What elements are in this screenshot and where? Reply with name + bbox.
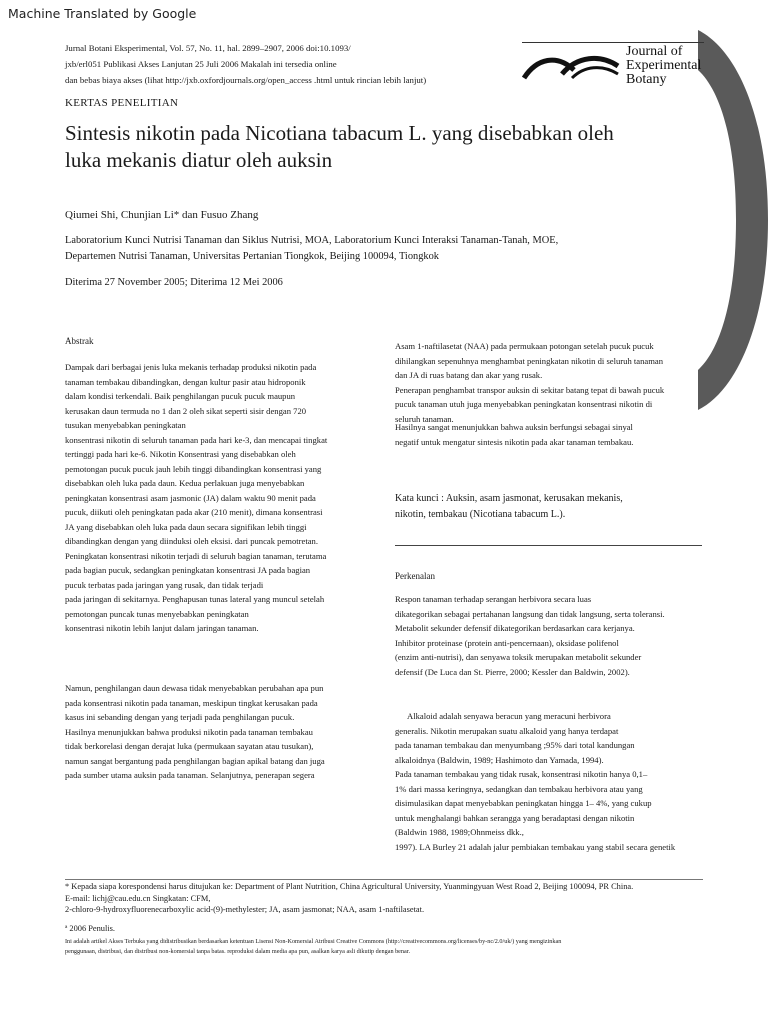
intro-line: defensif (De Luca dan St. Pierre, 2000; Kessler dan Baldwin, 2002). [395, 666, 630, 677]
abstract-right-line: Asam 1-naftilasetat (NAA) pada permukaan potongan setelah pucuk pucuk [395, 341, 654, 351]
affiliation-line-1: Laboratorium Kunci Nutrisi Tanaman dan Siklus Nutrisi, MOA, Laboratorium Kunci Interaksi Tanaman-Tanah, MOE, [65, 235, 559, 246]
intro-continued-line: Pada tanaman tembakau yang tidak rusak, konsentrasi nikotin hanya 0,1– [395, 769, 648, 779]
footnotes [65, 881, 705, 916]
intro-continued-line: alkaloidnya (Baldwin, 1989; Hashimoto dan Yamada, 1994). [395, 754, 604, 765]
license [65, 937, 715, 956]
abstract-right-line: dan JA di ruas batang dan akar yang rusak. [395, 370, 543, 380]
copyright: ª 2006 Penulis. [65, 924, 116, 933]
abstract-conclusion [395, 420, 720, 449]
intro-continued-line: 1% dari massa keringnya, sedangkan dan tembakau herbivora atau yang [395, 783, 643, 794]
abstract-line: tusukan menyebabkan peningkatan [65, 420, 186, 430]
abstract-heading: Abstrak [65, 336, 94, 346]
footnote-email: E-mail: lichj@cau.edu.cn Singkatan: CFM, [65, 893, 211, 903]
intro-body [395, 592, 720, 679]
section-divider [395, 545, 702, 546]
footnote-abbreviations: 2-chloro-9-hydroxyfluorenecarboxylic acid-(9)-methylester; JA, asam jasmonat; NAA, asam 1-naftilasetat. [65, 905, 425, 914]
intro-continued-line: pada tanaman tembakau dan menyumbang ;95% dari total kandungan [395, 740, 635, 750]
intro-continued-line: 1997). LA Burley 21 adalah jalur pembiakan tembakau yang stabil secara genetik [395, 841, 676, 852]
affiliation [65, 233, 558, 265]
journal-logo-line-1: Journal of [626, 44, 683, 59]
citation-line-1: Jurnal Botani Eksperimental, Vol. 57, No. 11, hal. 2899–2907, 2006 doi:10.1093/ [65, 43, 351, 53]
abstract-line: Peningkatan konsentrasi nikotin terjadi di seluruh bagian tanaman, terutama [65, 550, 327, 561]
abstract-line: pada bagian pucuk, sedangkan peningkatan konsentrasi JA pada bagian [65, 565, 311, 575]
intro-line: Metabolit sekunder defensif dikategorikan berdasarkan cara kerjanya. [395, 623, 635, 633]
article-type: KERTAS PENELITIAN [65, 97, 179, 109]
citation-line-2: jxb/erl051 Publikasi Akses Lanjutan 25 Juli 2006 Makalah ini tersedia online [65, 59, 337, 69]
footnote-correspondence: * Kepada siapa korespondensi harus ditujukan ke: Department of Plant Nutrition, China Agricultural University, Yuanmingyuan West Road 2, Beijing 100094, PR China. [65, 882, 634, 891]
abstract-continued-line: pada sumber utama auksin pada tanaman. Selanjutnya, penerapan segera [65, 770, 315, 780]
affiliation-line-2: Departemen Nutrisi Tanaman, Universitas Pertanian Tiongkok, Beijing 100094, Tiongkok [65, 251, 439, 262]
journal-logo-topline [522, 42, 704, 43]
footnote-divider [65, 879, 703, 880]
abstract-line: JA yang disebabkan oleh luka pada daun secara signifikan lebih tinggi [65, 521, 307, 532]
intro-heading: Perkenalan [395, 571, 435, 581]
conclusion-line: Hasilnya sangat menunjukkan bahwa auksin berfungsi sebagai sinyal [395, 422, 633, 432]
abstract-line: peningkatan konsentrasi asam jasmonic (JA) dalam waktu 90 menit pada [65, 492, 316, 503]
abstract-line: dibandingkan dengan yang diinduksi oleh eksisi. dari puncak pemotretan. [65, 536, 318, 546]
keywords-line: nikotin, tembakau (Nicotiana tabacum L.). [395, 509, 566, 520]
abstract-line: dalam kondisi terkendali. Baik penghilangan pucuk pucuk maupun [65, 391, 296, 401]
abstract-line: kerusakan daun termuda no 1 dan 2 oleh sikat seperti sisir dengan 720 [65, 405, 307, 416]
abstract-line: Dampak dari berbagai jenis luka mekanis terhadap produksi nikotin pada [65, 362, 317, 372]
keywords-line: Kata kunci : Auksin, asam jasmonat, kerusakan mekanis, [395, 493, 623, 504]
intro-continued-line: disimulasikan dapat menyebabkan peningkatan hingga 1– 4%, yang cukup [395, 798, 652, 808]
license-line-1: Ini adalah artikel Akses Terbuka yang didistribusikan berdasarkan ketentuan Lisensi Non-Komersial Atribusi Creative Commons (http://creativecommons.org/licenses/by-nc/2.0/uk/) yang mengizinkan [65, 938, 562, 945]
abstract-body [65, 360, 375, 636]
intro-body-continued [395, 709, 725, 854]
abstract-line: konsentrasi nikotin lebih lanjut dalam jaringan tanaman. [65, 623, 259, 633]
abstract-right-line: Penerapan penghambat transpor auksin di sekitar batang tepat di bawah pucuk [395, 384, 665, 395]
article-title [65, 120, 614, 174]
abstract-line: disebabkan oleh luka pada daun. Kedua perlakuan juga menyebabkan [65, 478, 305, 488]
citation-line-3: dan bebas biaya akses (lihat http://jxb.oxfordjournals.org/open_access .html untuk rincian lebih lanjut) [65, 75, 427, 85]
abstract-line: tanaman tembakau dibandingkan, dengan kultur pasir atau hidroponik [65, 376, 306, 387]
journal-logo-text [626, 45, 701, 87]
intro-continued-line: Alkaloid adalah senyawa beracun yang meracuni herbivora [407, 711, 611, 721]
abstract-line: pada jaringan di sekitarnya. Penghapusan tunas lateral yang muncul setelah [65, 594, 325, 604]
journal-logo-line-2: Experimental [626, 58, 702, 73]
abstract-line: konsentrasi nikotin di seluruh tanaman pada hari ke-3, dan mencapai tingkat [65, 434, 328, 445]
intro-line: (enzim anti-nutrisi), dan senyawa toksik merupakan metabolit sekunder [395, 652, 642, 662]
intro-line: Respon tanaman terhadap serangan herbivora secara luas [395, 594, 592, 604]
title-line-2: luka mekanis diatur oleh auksin [65, 148, 333, 172]
abstract-continued-line: kasus ini sebanding dengan yang terjadi pada penghilangan pucuk. [65, 712, 295, 722]
abstract-right-line: seluruh tanaman. [395, 413, 454, 424]
abstract-line: pemotongan puncak tunas menyebabkan peningkatan [65, 608, 249, 619]
journal-logo-icon [522, 48, 622, 88]
abstract-line: pemotongan pucuk pucuk jauh lebih tinggi dibandingkan konsentrasi yang [65, 463, 322, 474]
journal-logo-line-3: Botany [626, 72, 667, 87]
abstract-right-line: dihilangkan sepenuhnya menghambat peningkatan nikotin di seluruh tanaman [395, 355, 664, 366]
abstract-continued-line: pada konsentrasi nikotin pada tanaman, meskipun tingkat kerusakan pada [65, 697, 318, 708]
abstract-line: pucuk terbatas pada jaringan yang rusak, dan tidak terjadi [65, 579, 264, 590]
license-line-2: penggunaan, distribusi, dan distribusi non-komersial tanpa batas. reproduksi dalam media apa pun, asalkan karya asli dikutip dengan benar. [65, 947, 411, 955]
abstract-line: tertinggi pada hari ke-6. Nikotin Konsentrasi yang disebabkan oleh [65, 449, 296, 459]
keywords [395, 491, 720, 523]
intro-continued-line: (Baldwin 1988, 1989;Ohnmeiss dkk., [395, 827, 524, 837]
intro-continued-line: generalis. Nikotin merupakan suatu alkaloid yang hanya terdapat [395, 725, 619, 736]
received-dates: Diterima 27 November 2005; Diterima 12 Mei 2006 [65, 277, 283, 288]
intro-line: dikategorikan sebagai pertahanan langsung dan tidak langsung, serta toleransi. [395, 608, 665, 619]
citation-header [65, 40, 426, 88]
abstract-right-line: pucuk tanaman utuh juga menyebabkan peningkatan konsentrasi nikotin di [395, 399, 653, 409]
abstract-continued-line: Namun, penghilangan daun dewasa tidak menyebabkan perubahan apa pun [65, 683, 324, 693]
title-line-1: Sintesis nikotin pada Nicotiana tabacum L. yang disebabkan oleh [65, 121, 614, 145]
abstract-right-column [395, 339, 720, 426]
authors: Qiumei Shi, Chunjian Li* dan Fusuo Zhang [65, 209, 259, 221]
machine-translated-banner: Machine Translated by Google [8, 6, 197, 21]
abstract-body-continued [65, 681, 375, 783]
abstract-continued-line: tidak berkorelasi dengan derajat luka (permukaan sayatan atau tusukan), [65, 741, 314, 751]
abstract-continued-line: Hasilnya menunjukkan bahwa produksi nikotin pada tanaman tembakau [65, 726, 313, 737]
abstract-line: pucuk, diikuti oleh peningkatan pada akar (210 menit), dimana konsentrasi [65, 507, 323, 517]
intro-line: Inhibitor proteinase (protein anti-pencernaan), oksidase polifenol [395, 637, 619, 648]
abstract-continued-line: namun sangat bergantung pada penghilangan bagian apikal batang dan juga [65, 755, 325, 766]
intro-continued-line: untuk menghalangi bahkan serangga yang beradaptasi dengan nikotin [395, 812, 635, 823]
conclusion-line: negatif untuk mengatur sintesis nikotin pada akar tanaman tembakau. [395, 436, 634, 447]
